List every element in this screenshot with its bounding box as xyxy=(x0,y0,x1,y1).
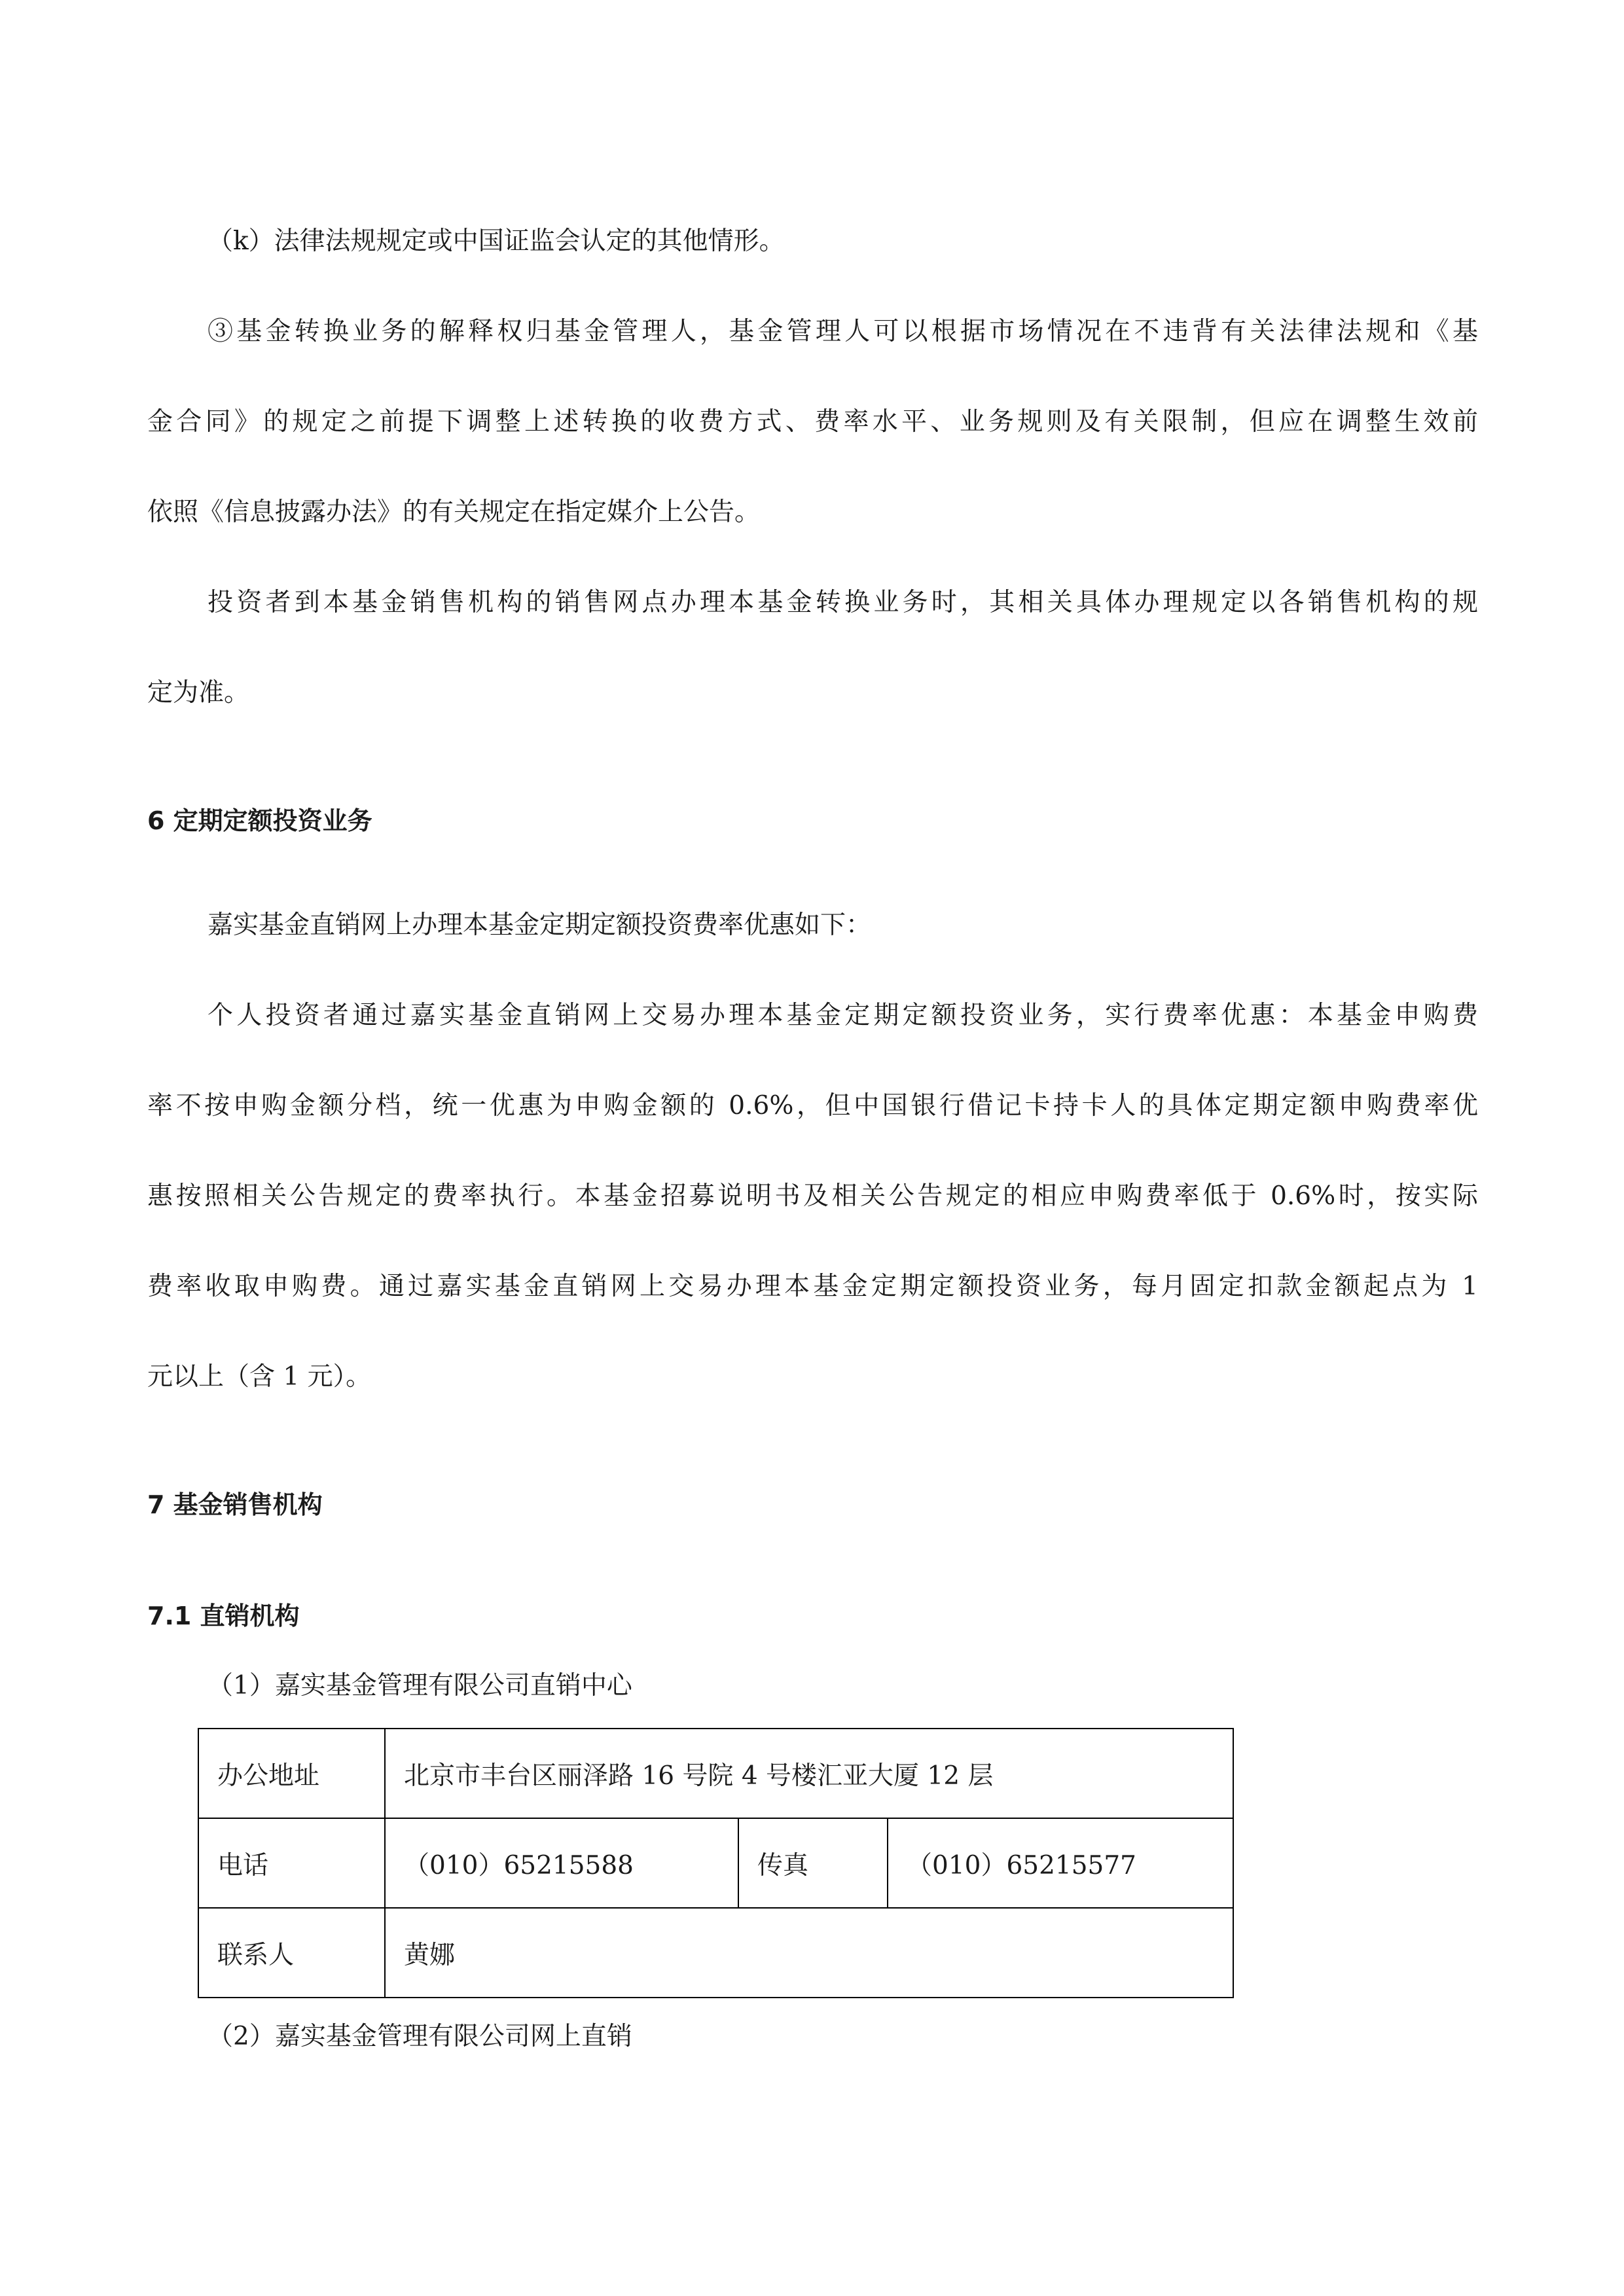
table-row-address xyxy=(198,1729,1233,1818)
section-7-heading: 7 基金销售机构 xyxy=(147,1490,323,1519)
paragraph-3-line-1: ③基金转换业务的解释权归基金管理人，基金管理人可以根据市场情况在不违背有关法律法规和《基 xyxy=(208,317,1478,346)
paragraph-4-line-2: 定为准。 xyxy=(147,678,250,708)
direct-sales-center-title: （1）嘉实基金管理有限公司直销中心 xyxy=(208,1671,632,1700)
section-6-line-3: 惠按照相关公告规定的费率执行。本基金招募说明书及相关公告规定的相应申购费率低于 0.6%时，按实际 xyxy=(147,1181,1478,1211)
section-6-line-1: 个人投资者通过嘉实基金直销网上交易办理本基金定期定额投资业务，实行费率优惠：本基金申购费 xyxy=(208,1001,1478,1030)
section-6-line-4: 费率收取申购费。通过嘉实基金直销网上交易办理本基金定期定额投资业务，每月固定扣款金额起点为 1 xyxy=(147,1272,1478,1301)
table-row-phone-fax xyxy=(198,1818,1233,1908)
fax-label: 传真 xyxy=(738,1818,888,1908)
fax-value: （010）65215577 xyxy=(888,1818,1233,1908)
address-value: 北京市丰台区丽泽路 16 号院 4 号楼汇亚大厦 12 层 xyxy=(385,1729,1233,1818)
address-label: 办公地址 xyxy=(198,1729,385,1818)
phone-value: （010）65215588 xyxy=(385,1818,738,1908)
online-direct-sales-title: （2）嘉实基金管理有限公司网上直销 xyxy=(208,2022,632,2051)
paragraph-k-line: （k）法律法规规定或中国证监会认定的其他情形。 xyxy=(208,226,785,256)
section-7-1-heading: 7.1 直销机构 xyxy=(147,1602,300,1630)
phone-label: 电话 xyxy=(198,1818,385,1908)
direct-sales-center-table xyxy=(198,1728,1234,1998)
table-row-contact xyxy=(198,1908,1233,1998)
contact-label: 联系人 xyxy=(198,1908,385,1998)
paragraph-3-line-2: 金合同》的规定之前提下调整上述转换的收费方式、费率水平、业务规则及有关限制，但应在调整生效前 xyxy=(147,407,1478,437)
section-6-intro: 嘉实基金直销网上办理本基金定期定额投资费率优惠如下： xyxy=(208,910,872,940)
paragraph-4-line-1: 投资者到本基金销售机构的销售网点办理本基金转换业务时，其相关具体办理规定以各销售机构的规 xyxy=(208,588,1478,617)
section-6-line-5: 元以上（含 1 元）。 xyxy=(147,1362,372,1391)
paragraph-3-line-3: 依照《信息披露办法》的有关规定在指定媒介上公告。 xyxy=(147,497,761,527)
contact-value: 黄娜 xyxy=(385,1908,1233,1998)
section-6-heading: 6 定期定额投资业务 xyxy=(147,806,372,835)
section-6-line-2: 率不按申购金额分档，统一优惠为申购金额的 0.6%，但中国银行借记卡持卡人的具体定期定额申购费率优 xyxy=(147,1091,1478,1121)
